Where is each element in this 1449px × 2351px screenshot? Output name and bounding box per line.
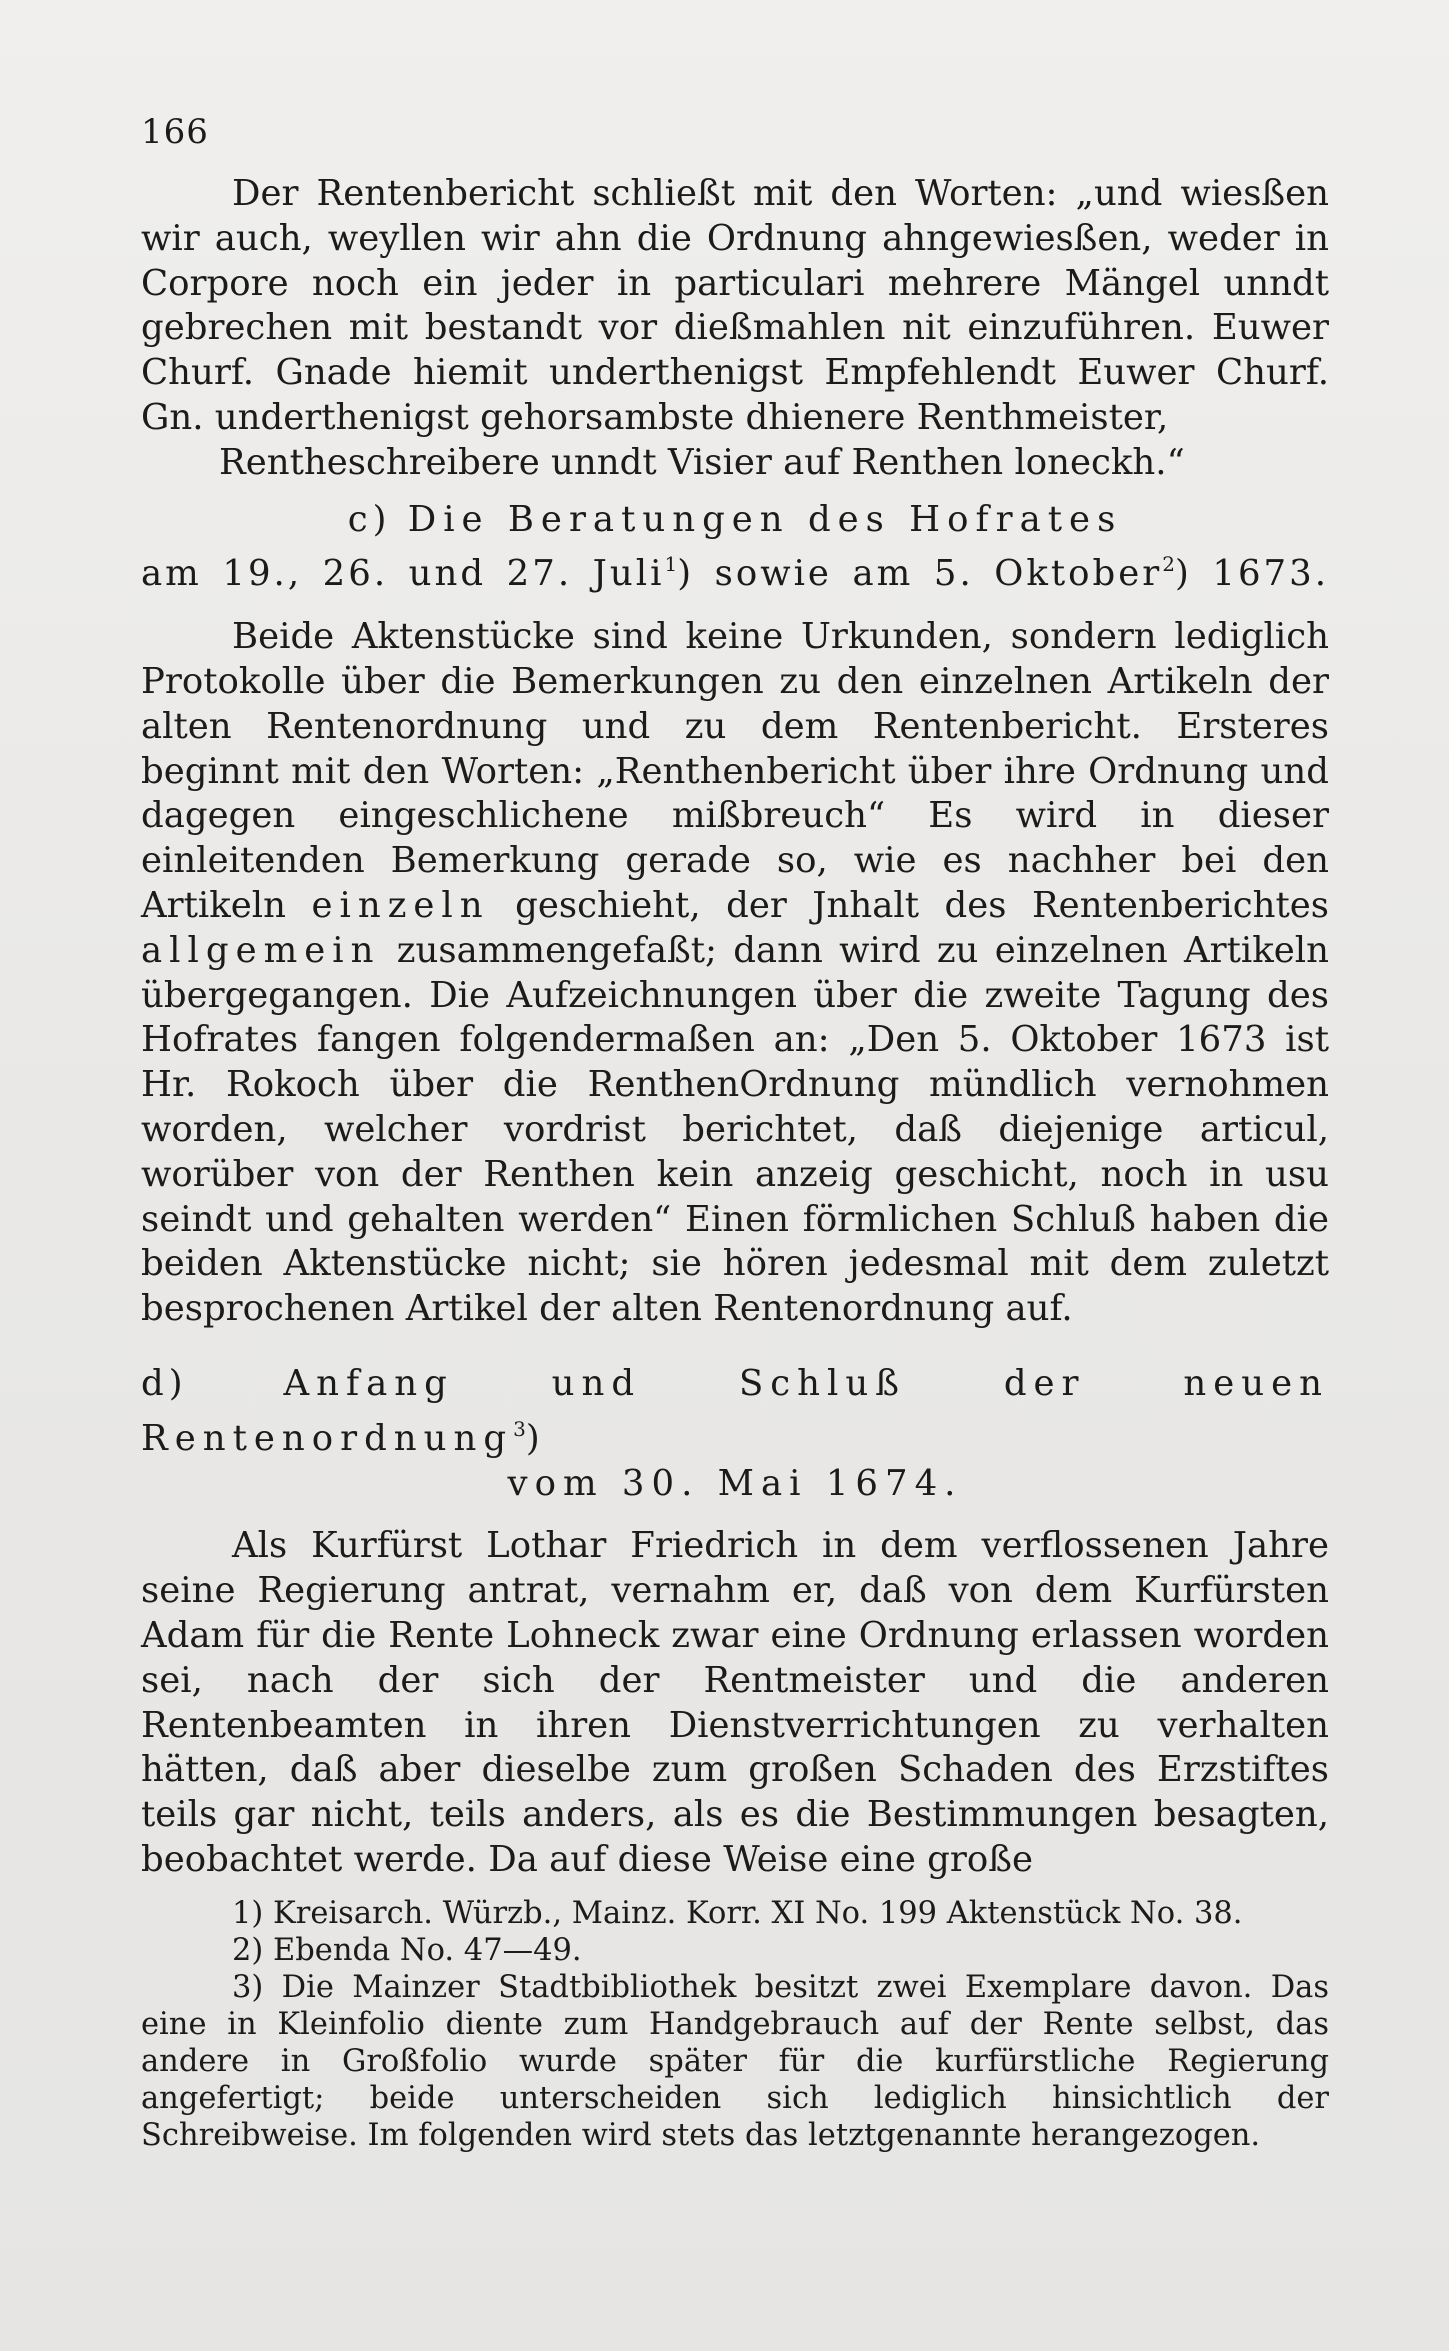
footnote-ref-1: 1 — [664, 552, 678, 577]
footnote-2: 2) Ebenda No. 47—49. — [232, 1932, 582, 1968]
footnote-1: 1) Kreisarch. Würzb., Mainz. Korr. XI No. 199 Aktenstück No. 38. — [232, 1895, 1243, 1931]
footnote-ref-3: 3 — [513, 1416, 526, 1441]
footnotes — [141, 1895, 1329, 2154]
heading-d-label: d) — [141, 1362, 188, 1404]
spaced-word: allgemein — [141, 929, 381, 971]
paragraph-rentenbericht — [141, 172, 1329, 486]
heading-c-dates-b: ) sowie am 5. Oktober — [677, 553, 1163, 595]
heading-c-dates-a: am 19., 26. und 27. Juli — [141, 553, 665, 595]
paragraph-aktenstuecke — [141, 615, 1329, 1332]
paragraph-text: Beide Aktenstücke sind keine Urkunden, sondern lediglich Protokolle über die Bemerkungen zu den einzelnen Artikeln der alten Rentenordnung und zu dem Rentenbericht. Ersteres beginnt mit den Worten: „Renthenbericht über ihre Ordnung und dagegen eingeschlichene mißbreuch“ Es wird in dieser einleitenden Bemerkung gerade so, wie es nachher bei den Artikeln — [141, 616, 1329, 926]
paragraph-text: Der Rentenbericht schließt mit den Worten: „und wiesßen wir auch, weyllen wir ahn die Ordnung ahngewiesßen, weder in Corpore noch ein jeder in particulari mehrere Mängel unndt gebrechen mit bestandt vor dießmahlen nit einzuführen. Euwer Churf. Gnade hiemit underthenigst Empfehlendt Euwer Churf. Gn. underthenigst gehorsambste dhienere Renthmeister, — [141, 173, 1329, 438]
footnote-ref-2: 2 — [1162, 552, 1175, 577]
heading-c-title: Die Beratungen des Hofrates — [407, 498, 1123, 540]
page-number: 166 — [141, 112, 209, 152]
heading-d-close: ) — [525, 1417, 545, 1459]
section-heading-c — [141, 498, 1329, 598]
paragraph-text: zusammengefaßt; dann wird zu einzelnen Artikeln übergegangen. Die Aufzeichnungen über die zweite Tagung des Hofrates fangen folgendermaßen an: „Den 5. Oktober 1673 ist Hr. Rokoch über die RenthenOrdnung mündlich vernohmen worden, welcher vordrist berichtet, daß diejenige articul, worüber von der Renthen kein anzeig geschicht, noch in usu seindt und gehalten werden“ Einen förmlichen Schluß haben die beiden Aktenstücke nicht; sie hören jedesmal mit dem zuletzt besprochenen Artikel der alten Rentenordnung auf. — [141, 929, 1329, 1330]
section-heading-d — [141, 1362, 1329, 1506]
heading-d-date: vom 30. Mai 1674. — [507, 1462, 963, 1504]
footnote-3: 3) Die Mainzer Stadtbibliothek besitzt zwei Exemplare davon. Das eine in Kleinfolio diente zum Handgebrauch auf der Rente selbst, das andere in Großfolio wurde später für die kurfürstliche Regierung angefertigt; beide unterscheiden sich lediglich hinsichtlich der Schreibweise. Im folgenden wird stets das letztgenannte herangezogen. — [141, 1969, 1329, 2153]
spaced-word: einzeln — [311, 884, 490, 926]
heading-d-title: Anfang und Schluß der neuen Rentenordnung — [141, 1362, 1329, 1459]
heading-c-label: c) — [347, 498, 392, 540]
heading-c-dates-c: ) 1673. — [1174, 553, 1329, 595]
heading-d-line1 — [141, 1362, 1329, 1462]
heading-c-line1 — [141, 498, 1329, 543]
paragraph-kurfuerst: Als Kurfürst Lothar Friedrich in dem verflossenen Jahre seine Regierung antrat, vernahm er, daß von dem Kurfürsten Adam für die Rente Lohneck zwar eine Ordnung erlassen worden sei, nach der sich der Rentmeister und die anderen Rentenbeamten in ihren Dienstverrichtungen zu verhalten hätten, daß aber dieselbe zum großen Schaden des Erzstiftes teils gar nicht, teils anders, als es die Bestimmungen besagten, beobachtet werde. Da auf diese Weise eine große — [141, 1525, 1329, 1880]
heading-c-line2 — [141, 542, 1329, 597]
paragraph-closing-line: Rentheschreibere unndt Visier auf Renthen loneckh.“ — [219, 441, 1185, 483]
paragraph-text: geschieht, der Jnhalt des Rentenberichtes — [515, 884, 1329, 926]
